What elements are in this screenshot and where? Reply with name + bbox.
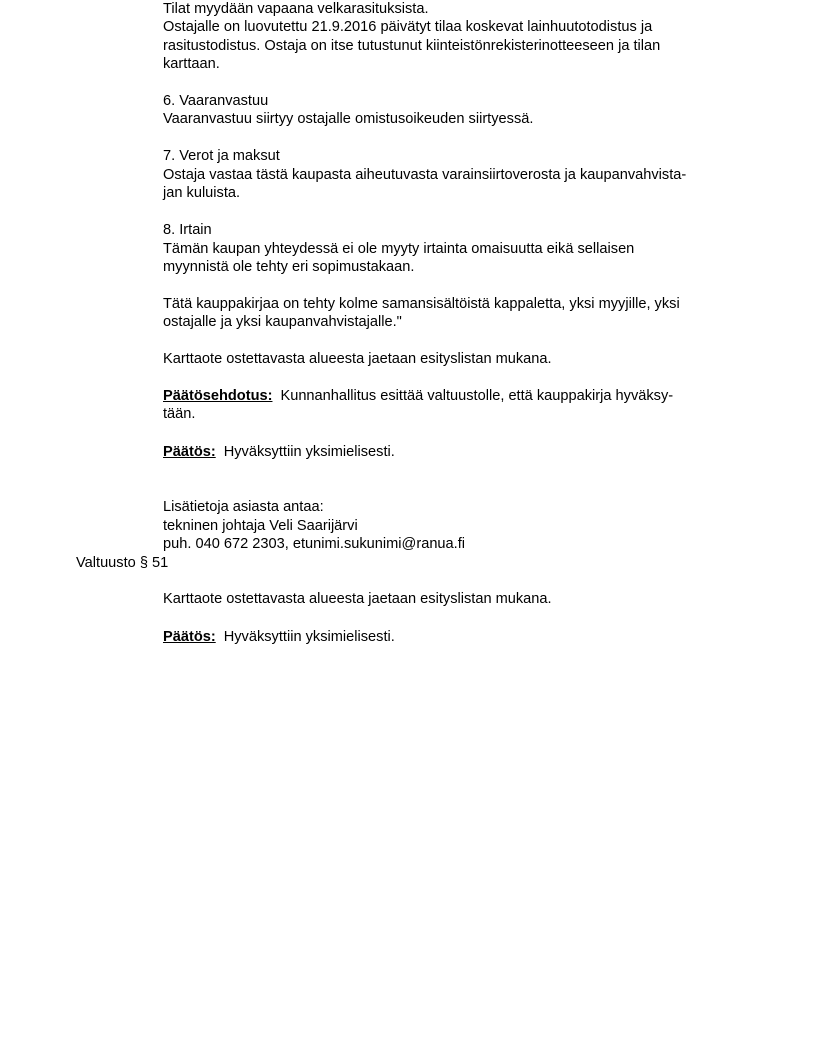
proposal-line-2: tään. <box>163 406 196 422</box>
section-6-heading: 6. Vaaranvastuu <box>163 93 269 109</box>
decision-2-text: Hyväksyttiin yksimielisesti. <box>223 629 395 645</box>
decision-1-text: Hyväksyttiin yksimielisesti. <box>223 444 395 460</box>
section-6-line-1: Vaaranvastuu siirtyy ostajalle omistusoikeuden siirtyessä. <box>163 111 534 127</box>
decision-1-label: Päätös: <box>163 444 216 460</box>
contact-phone-email: puh. 040 672 2303, etunimi.sukunimi@ranua.fi <box>163 536 466 552</box>
top-line-1: Tilat myydään vapaana velkarasituksista. <box>163 1 429 17</box>
proposal-text: Kunnanhallitus esittää valtuustolle, että kauppakirja hyväksy- <box>280 388 674 404</box>
council-map-note: Karttaote ostettavasta alueesta jaetaan esityslistan mukana. <box>163 591 552 607</box>
top-line-3: rasitustodistus. Ostaja on itse tutustunut kiinteistönrekisterinotteeseen ja tilan <box>163 38 661 54</box>
section-7-heading: 7. Verot ja maksut <box>163 148 280 164</box>
contact-person: tekninen johtaja Veli Saarijärvi <box>163 518 358 534</box>
proposal-line-1 <box>163 387 673 405</box>
copies-line-2: ostajalle ja yksi kaupanvahvistajalle." <box>163 314 402 330</box>
decision-2-label: Päätös: <box>163 629 216 645</box>
top-line-2: Ostajalle on luovutettu 21.9.2016 päivätyt tilaa koskevat lainhuutotodistus ja <box>163 19 653 35</box>
decision-2 <box>163 628 395 646</box>
section-7-line-2: jan kuluista. <box>163 185 241 201</box>
copies-line-1: Tätä kauppakirjaa on tehty kolme samansisältöistä kappaletta, yksi myyjille, yksi <box>163 296 680 312</box>
section-8-line-2: myynnistä ole tehty eri sopimustakaan. <box>163 259 415 275</box>
section-8-heading: 8. Irtain <box>163 222 212 238</box>
top-line-4: karttaan. <box>163 56 220 72</box>
section-8-line-1: Tämän kaupan yhteydessä ei ole myyty irtainta omaisuutta eikä sellaisen <box>163 241 635 257</box>
decision-1 <box>163 443 395 461</box>
council-heading: Valtuusto § 51 <box>76 555 169 571</box>
map-note: Karttaote ostettavasta alueesta jaetaan esityslistan mukana. <box>163 351 552 367</box>
contact-intro: Lisätietoja asiasta antaa: <box>163 499 324 515</box>
proposal-label: Päätösehdotus: <box>163 388 273 404</box>
section-7-line-1: Ostaja vastaa tästä kaupasta aiheutuvasta varainsiirtoverosta ja kaupanvahvista- <box>163 167 687 183</box>
